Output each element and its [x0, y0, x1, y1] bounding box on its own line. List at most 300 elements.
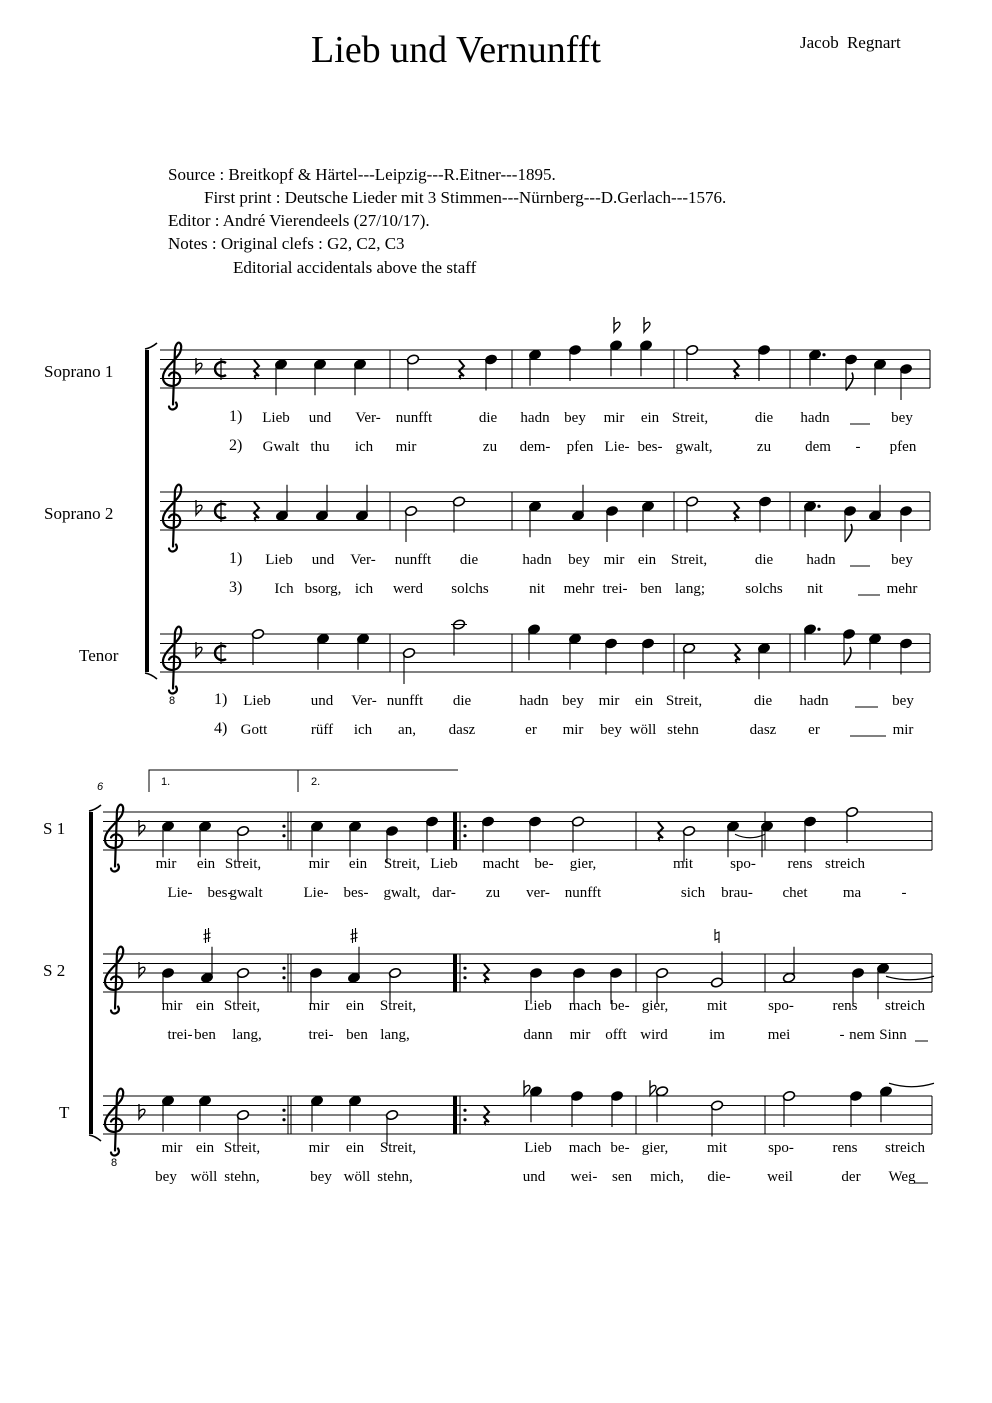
lyric-syllable: mit	[672, 856, 694, 872]
verse-number: 4)	[214, 720, 228, 737]
note	[605, 505, 618, 542]
editorial-flat-icon	[614, 317, 620, 332]
lyric-syllable: mit	[706, 998, 728, 1014]
lyric-syllable: Streit,	[379, 998, 417, 1014]
dot	[817, 628, 820, 631]
lyric-syllable: ein	[345, 998, 365, 1014]
lyric-syllable: bey	[600, 722, 622, 738]
note	[527, 624, 540, 661]
lyric-syllable: spo-	[768, 998, 794, 1014]
lyric-syllable: Ich	[274, 581, 294, 597]
page-title: Lieb und Vernunfft	[311, 29, 601, 71]
lyric-syllable: dasz	[749, 722, 777, 738]
lyric-syllable: die-	[707, 1169, 731, 1185]
verse-number: 1)	[229, 550, 243, 567]
flat-shape	[614, 317, 620, 332]
lyric-syllable: -	[901, 885, 907, 901]
lyric-syllable: Streit,	[383, 856, 421, 872]
lyric-syllable: sich	[680, 885, 706, 901]
repeat-dot	[282, 976, 285, 979]
lyric-syllable: wird	[640, 1027, 668, 1043]
treble-clef-shape	[105, 1089, 123, 1156]
note	[161, 1095, 174, 1132]
tie-icon	[735, 834, 765, 838]
lyric-syllable: sen	[612, 1169, 632, 1185]
flat-shape	[644, 317, 650, 332]
lyric-syllable: hadn	[519, 693, 549, 709]
lyric-syllable: be-	[534, 856, 554, 872]
lyric-syllable: mir	[395, 439, 417, 455]
lyric-syllable: mir	[155, 856, 177, 872]
note	[782, 1090, 795, 1127]
volta-number: 2.	[311, 776, 321, 788]
lyric-syllable: ben	[346, 1027, 368, 1043]
lyric-syllable: mehr	[563, 581, 595, 597]
treble-clef-icon	[163, 485, 181, 552]
lyric-syllable: die	[754, 410, 774, 426]
lyric-syllable: ben	[194, 1027, 216, 1043]
lyric-syllable: be-	[610, 1140, 630, 1156]
lyric-syllable: ich	[354, 581, 374, 597]
note	[275, 485, 288, 522]
note	[571, 485, 584, 522]
lyric-syllable: bey	[892, 693, 914, 709]
lyric-syllable: nunfft	[394, 552, 432, 568]
composer-name: Jacob Regnart	[800, 33, 901, 52]
part-name: T	[59, 1103, 70, 1122]
lyric-syllable: Lieb	[524, 1140, 552, 1156]
note	[355, 485, 368, 522]
note	[528, 501, 541, 538]
repeat-dot	[463, 1118, 466, 1121]
note	[568, 633, 581, 670]
lyric-syllable: streich	[885, 1140, 925, 1156]
lyric-syllable: ein	[634, 693, 654, 709]
lyric-syllable: Streit,	[671, 410, 709, 426]
lyric-syllable: die	[753, 693, 773, 709]
lyric-syllable: lang,	[380, 1027, 410, 1043]
lyric-syllable: lang;	[675, 581, 705, 597]
lyric-syllable: wei-	[570, 1169, 598, 1185]
treble-clef-shape	[163, 627, 181, 694]
lyric-syllable: die	[754, 552, 774, 568]
flat-shape	[650, 1080, 656, 1095]
note	[404, 505, 417, 542]
lyric-syllable: mir	[308, 998, 330, 1014]
lyric-syllable: zu	[485, 885, 501, 901]
note	[685, 496, 698, 533]
lyric-syllable: die	[452, 693, 472, 709]
note	[868, 633, 881, 670]
verse-number: 2)	[229, 437, 243, 454]
verse-number: 1)	[214, 691, 228, 708]
flat-shape	[139, 820, 145, 835]
lyric-syllable: nit	[807, 581, 823, 597]
lyric-syllable: gwalt	[229, 885, 263, 901]
note	[402, 647, 415, 684]
lyric-syllable: der	[841, 1169, 861, 1185]
note	[604, 638, 617, 675]
lyric-syllable: mach	[568, 998, 602, 1014]
lyric-syllable: be-	[610, 998, 630, 1014]
lyric-syllable: gier,	[641, 998, 669, 1014]
flat-shape	[196, 642, 202, 657]
lyric-syllable: dasz	[448, 722, 476, 738]
lyric-syllable: Lie-	[604, 439, 630, 455]
lyric-syllable: ein	[637, 552, 657, 568]
bracket-bottom	[89, 1135, 101, 1141]
lyric-syllable: Lieb	[524, 998, 552, 1014]
note	[313, 359, 326, 396]
note	[710, 952, 723, 989]
treble-clef-icon	[105, 947, 123, 1014]
lyric-syllable: ver-	[526, 885, 550, 901]
lyric-syllable: Lieb	[243, 693, 271, 709]
lyric-syllable: bsorg,	[304, 581, 342, 597]
note	[868, 485, 881, 522]
note	[639, 340, 652, 377]
lyric-syllable: zu	[756, 439, 772, 455]
lyric-syllable: nem	[849, 1027, 875, 1043]
lyric-syllable: mir	[598, 693, 620, 709]
dot	[817, 505, 820, 508]
lyric-syllable: bey	[155, 1169, 177, 1185]
note	[760, 821, 773, 858]
note	[348, 821, 361, 858]
lyric-syllable: Lie-	[167, 885, 193, 901]
lyric-syllable: bey	[891, 410, 913, 426]
note	[879, 1086, 892, 1123]
key-signature-flat-icon	[196, 358, 202, 373]
note	[528, 349, 541, 386]
repeat-dot	[463, 976, 466, 979]
lyric-syllable: mich,	[650, 1169, 684, 1185]
lyric-syllable: und	[310, 693, 334, 709]
sharp-shape	[351, 928, 358, 943]
octave-marker: 8	[111, 1157, 118, 1169]
lyric-syllable: bes-	[637, 439, 663, 455]
lyric-syllable: solchs	[745, 581, 783, 597]
part-name: Tenor	[79, 646, 119, 665]
lyric-syllable: mir	[308, 856, 330, 872]
lyric-syllable: Streit,	[223, 998, 261, 1014]
first-print-note: First print : Deutsche Lieder mit 3 Stimmen---Nürnberg---D.Gerlach---1576.	[204, 188, 727, 207]
note	[710, 1100, 723, 1137]
repeat-dot	[463, 825, 466, 828]
lyric-syllable: brau-	[721, 885, 753, 901]
editorial-natural-icon	[715, 929, 719, 943]
flat-shape	[524, 1080, 530, 1095]
note	[899, 638, 912, 675]
sharp-shape	[204, 928, 211, 943]
part-name: Soprano 1	[44, 362, 114, 381]
note	[310, 1095, 323, 1132]
volta-bracket-1	[149, 770, 298, 792]
lyric-syllable: mir	[308, 1140, 330, 1156]
bracket-top	[145, 343, 157, 349]
lyric-syllable: rens	[832, 1140, 858, 1156]
lyric-syllable: bey	[310, 1169, 332, 1185]
lyric-syllable: wöll	[343, 1169, 371, 1185]
lyric-syllable: die	[459, 552, 479, 568]
note	[844, 354, 857, 391]
lyric-syllable: hadn	[520, 410, 550, 426]
lyric-syllable: gwalt,	[675, 439, 713, 455]
lyric-syllable: werd	[393, 581, 423, 597]
lyric-syllable: und	[308, 410, 332, 426]
lyric-syllable: nunfft	[564, 885, 602, 901]
note	[347, 947, 360, 984]
measure-number: 6	[97, 781, 104, 793]
dot	[822, 353, 825, 356]
flat-shape	[139, 1104, 145, 1119]
note	[682, 643, 695, 680]
clefs-note: Notes : Original clefs : G2, C2, C3	[168, 234, 405, 253]
treble-clef-icon	[105, 1089, 123, 1156]
lyric-syllable: ich	[354, 439, 374, 455]
lyric-syllable: hadn	[522, 552, 552, 568]
tie-icon	[886, 976, 934, 980]
verse-number: 3)	[229, 579, 243, 596]
note	[484, 354, 497, 391]
lyric-syllable: mei	[767, 1027, 791, 1043]
note	[655, 1086, 668, 1123]
accidentals-note: Editorial accidentals above the staff	[233, 258, 477, 277]
flat-icon	[650, 1080, 656, 1095]
treble-clef-shape	[163, 343, 181, 410]
note	[571, 816, 584, 853]
lyric-syllable: mir	[562, 722, 584, 738]
note	[528, 816, 541, 853]
lyric-syllable: -	[839, 1027, 845, 1043]
lyric-syllable: bey	[568, 552, 590, 568]
lyric-syllable: nit	[529, 581, 545, 597]
lyric-syllable: macht	[482, 856, 520, 872]
note	[406, 354, 419, 391]
lyric-syllable: zu	[482, 439, 498, 455]
note	[200, 947, 213, 984]
lyric-syllable: rüff	[310, 722, 334, 738]
lyric-syllable: Lie-	[303, 885, 329, 901]
lyric-syllable: dar-	[432, 885, 456, 901]
lyric-syllable: bes-	[207, 885, 233, 901]
lyric-syllable: ein	[348, 856, 368, 872]
note	[803, 624, 820, 661]
lyric-syllable: chet	[782, 885, 808, 901]
note	[529, 1086, 542, 1123]
note	[726, 821, 739, 858]
note	[161, 821, 174, 858]
lyric-syllable: wöll	[629, 722, 657, 738]
octave-marker: 8	[169, 695, 176, 707]
lyric-syllable: mach	[568, 1140, 602, 1156]
note	[251, 628, 264, 665]
lyric-syllable: Lieb	[265, 552, 293, 568]
lyric-syllable: Streit,	[224, 856, 262, 872]
lyric-syllable: lang,	[232, 1027, 262, 1043]
repeat-dot	[463, 967, 466, 970]
lyric-syllable: spo-	[730, 856, 756, 872]
note	[808, 349, 825, 386]
lyric-syllable: mir	[603, 410, 625, 426]
key-signature-flat-icon	[139, 820, 145, 835]
note	[274, 359, 287, 396]
editorial-sharp-icon	[204, 928, 211, 943]
note	[757, 643, 770, 680]
note	[353, 359, 366, 396]
editorial-sharp-icon	[351, 928, 358, 943]
treble-clef-shape	[105, 947, 123, 1014]
lyric-syllable: trei-	[167, 1027, 193, 1043]
editorial-flat-icon	[644, 317, 650, 332]
note	[425, 816, 438, 853]
note	[782, 947, 795, 984]
lyric-syllable: mehr	[886, 581, 918, 597]
key-signature-flat-icon	[139, 962, 145, 977]
lyric-syllable: ma	[842, 885, 862, 901]
lyric-syllable: Streit,	[379, 1140, 417, 1156]
treble-clef-shape	[163, 485, 181, 552]
lyric-syllable: hadn	[806, 552, 836, 568]
lyric-syllable: mir	[161, 1140, 183, 1156]
note	[757, 344, 770, 381]
note	[198, 1095, 211, 1132]
repeat-dot	[282, 967, 285, 970]
lyric-syllable: rens	[787, 856, 813, 872]
flat-shape	[196, 358, 202, 373]
repeat-dot	[463, 1109, 466, 1112]
lyric-syllable: trei-	[602, 581, 628, 597]
lyric-syllable: ben	[640, 581, 662, 597]
lyric-syllable: Ver-	[355, 410, 381, 426]
lyric-syllable: Lieb	[430, 856, 458, 872]
lyric-syllable: spo-	[768, 1140, 794, 1156]
lyric-syllable: Ver-	[350, 552, 376, 568]
note	[758, 496, 771, 533]
lyric-syllable: die	[478, 410, 498, 426]
repeat-dot	[282, 834, 285, 837]
part-name: S 2	[43, 961, 66, 980]
lyric-syllable: dem-	[519, 439, 551, 455]
lyric-syllable: pfen	[566, 439, 594, 455]
lyric-syllable: er	[525, 722, 537, 738]
repeat-dot	[282, 825, 285, 828]
lyric-syllable: mir	[892, 722, 914, 738]
lyric-syllable: Gwalt	[262, 439, 300, 455]
lyric-syllable: trei-	[308, 1027, 334, 1043]
lyric-syllable: stehn,	[224, 1169, 260, 1185]
note	[803, 501, 820, 538]
lyric-syllable: dann	[523, 1027, 553, 1043]
note	[876, 963, 889, 1000]
lyric-syllable: mir	[603, 552, 625, 568]
verse-number: 1)	[229, 408, 243, 425]
lyric-syllable: rens	[832, 998, 858, 1014]
source-note: Source : Breitkopf & Härtel---Leipzig---R.Eitner---1895.	[168, 165, 556, 184]
lyric-syllable: hadn	[799, 693, 829, 709]
lyric-syllable: stehn,	[377, 1169, 413, 1185]
lyric-syllable: wöll	[190, 1169, 218, 1185]
repeat-dot	[282, 1118, 285, 1121]
natural-shape	[715, 929, 719, 943]
note	[843, 505, 856, 542]
lyric-syllable: und	[311, 552, 335, 568]
lyric-syllable: stehn	[667, 722, 699, 738]
lyric-syllable: Lieb	[262, 410, 290, 426]
lyric-syllable: mir	[569, 1027, 591, 1043]
lyric-syllable: Weg	[888, 1169, 916, 1185]
lyric-syllable: ich	[353, 722, 373, 738]
lyric-syllable: pfen	[889, 439, 917, 455]
bracket-bottom	[145, 673, 157, 679]
note	[845, 806, 858, 843]
lyric-syllable: gwalt,	[383, 885, 421, 901]
lyric-syllable: mir	[161, 998, 183, 1014]
lyric-syllable: an,	[398, 722, 416, 738]
note	[842, 628, 855, 665]
lyric-syllable: -	[855, 439, 861, 455]
note	[899, 363, 912, 400]
lyric-syllable: ein	[195, 1140, 215, 1156]
note	[452, 496, 465, 533]
part-name: Soprano 2	[44, 504, 114, 523]
flag	[845, 524, 852, 542]
lyric-syllable: thu	[310, 439, 330, 455]
volta-bracket-2	[298, 770, 458, 792]
lyric-syllable: ein	[195, 998, 215, 1014]
lyric-syllable: Streit,	[670, 552, 708, 568]
note	[570, 1090, 583, 1127]
note	[641, 638, 654, 675]
lyric-syllable: Ver-	[351, 693, 377, 709]
key-signature-flat-icon	[196, 500, 202, 515]
flat-shape	[139, 962, 145, 977]
note	[609, 340, 622, 377]
note	[610, 1090, 623, 1127]
lyric-syllable: Streit,	[223, 1140, 261, 1156]
lyric-syllable: bey	[562, 693, 584, 709]
bracket-top	[89, 805, 101, 811]
lyric-syllable: offt	[605, 1027, 627, 1043]
lyric-syllable: weil	[767, 1169, 793, 1185]
lyric-syllable: dem	[805, 439, 831, 455]
lyric-syllable: streich	[825, 856, 865, 872]
note	[316, 633, 329, 670]
lyric-syllable: ein	[345, 1140, 365, 1156]
note	[641, 501, 654, 538]
lyric-syllable: nunfft	[395, 410, 433, 426]
lyric-syllable: Streit,	[665, 693, 703, 709]
note	[198, 821, 211, 858]
flat-shape	[196, 500, 202, 515]
note	[356, 633, 369, 670]
key-signature-flat-icon	[196, 642, 202, 657]
lyric-syllable: ein	[640, 410, 660, 426]
lyric-syllable: bey	[891, 552, 913, 568]
note	[873, 359, 886, 396]
lyric-syllable: nunfft	[386, 693, 424, 709]
note	[451, 619, 467, 656]
lyric-syllable: hadn	[800, 410, 830, 426]
note	[899, 505, 912, 542]
lyric-syllable: Sinn	[879, 1027, 907, 1043]
lyric-syllable: gier,	[641, 1140, 669, 1156]
lyric-syllable: streich	[885, 998, 925, 1014]
treble-clef-icon	[163, 343, 181, 410]
lyric-syllable: und	[522, 1169, 546, 1185]
lyric-syllable: Gott	[240, 722, 268, 738]
note	[310, 821, 323, 858]
